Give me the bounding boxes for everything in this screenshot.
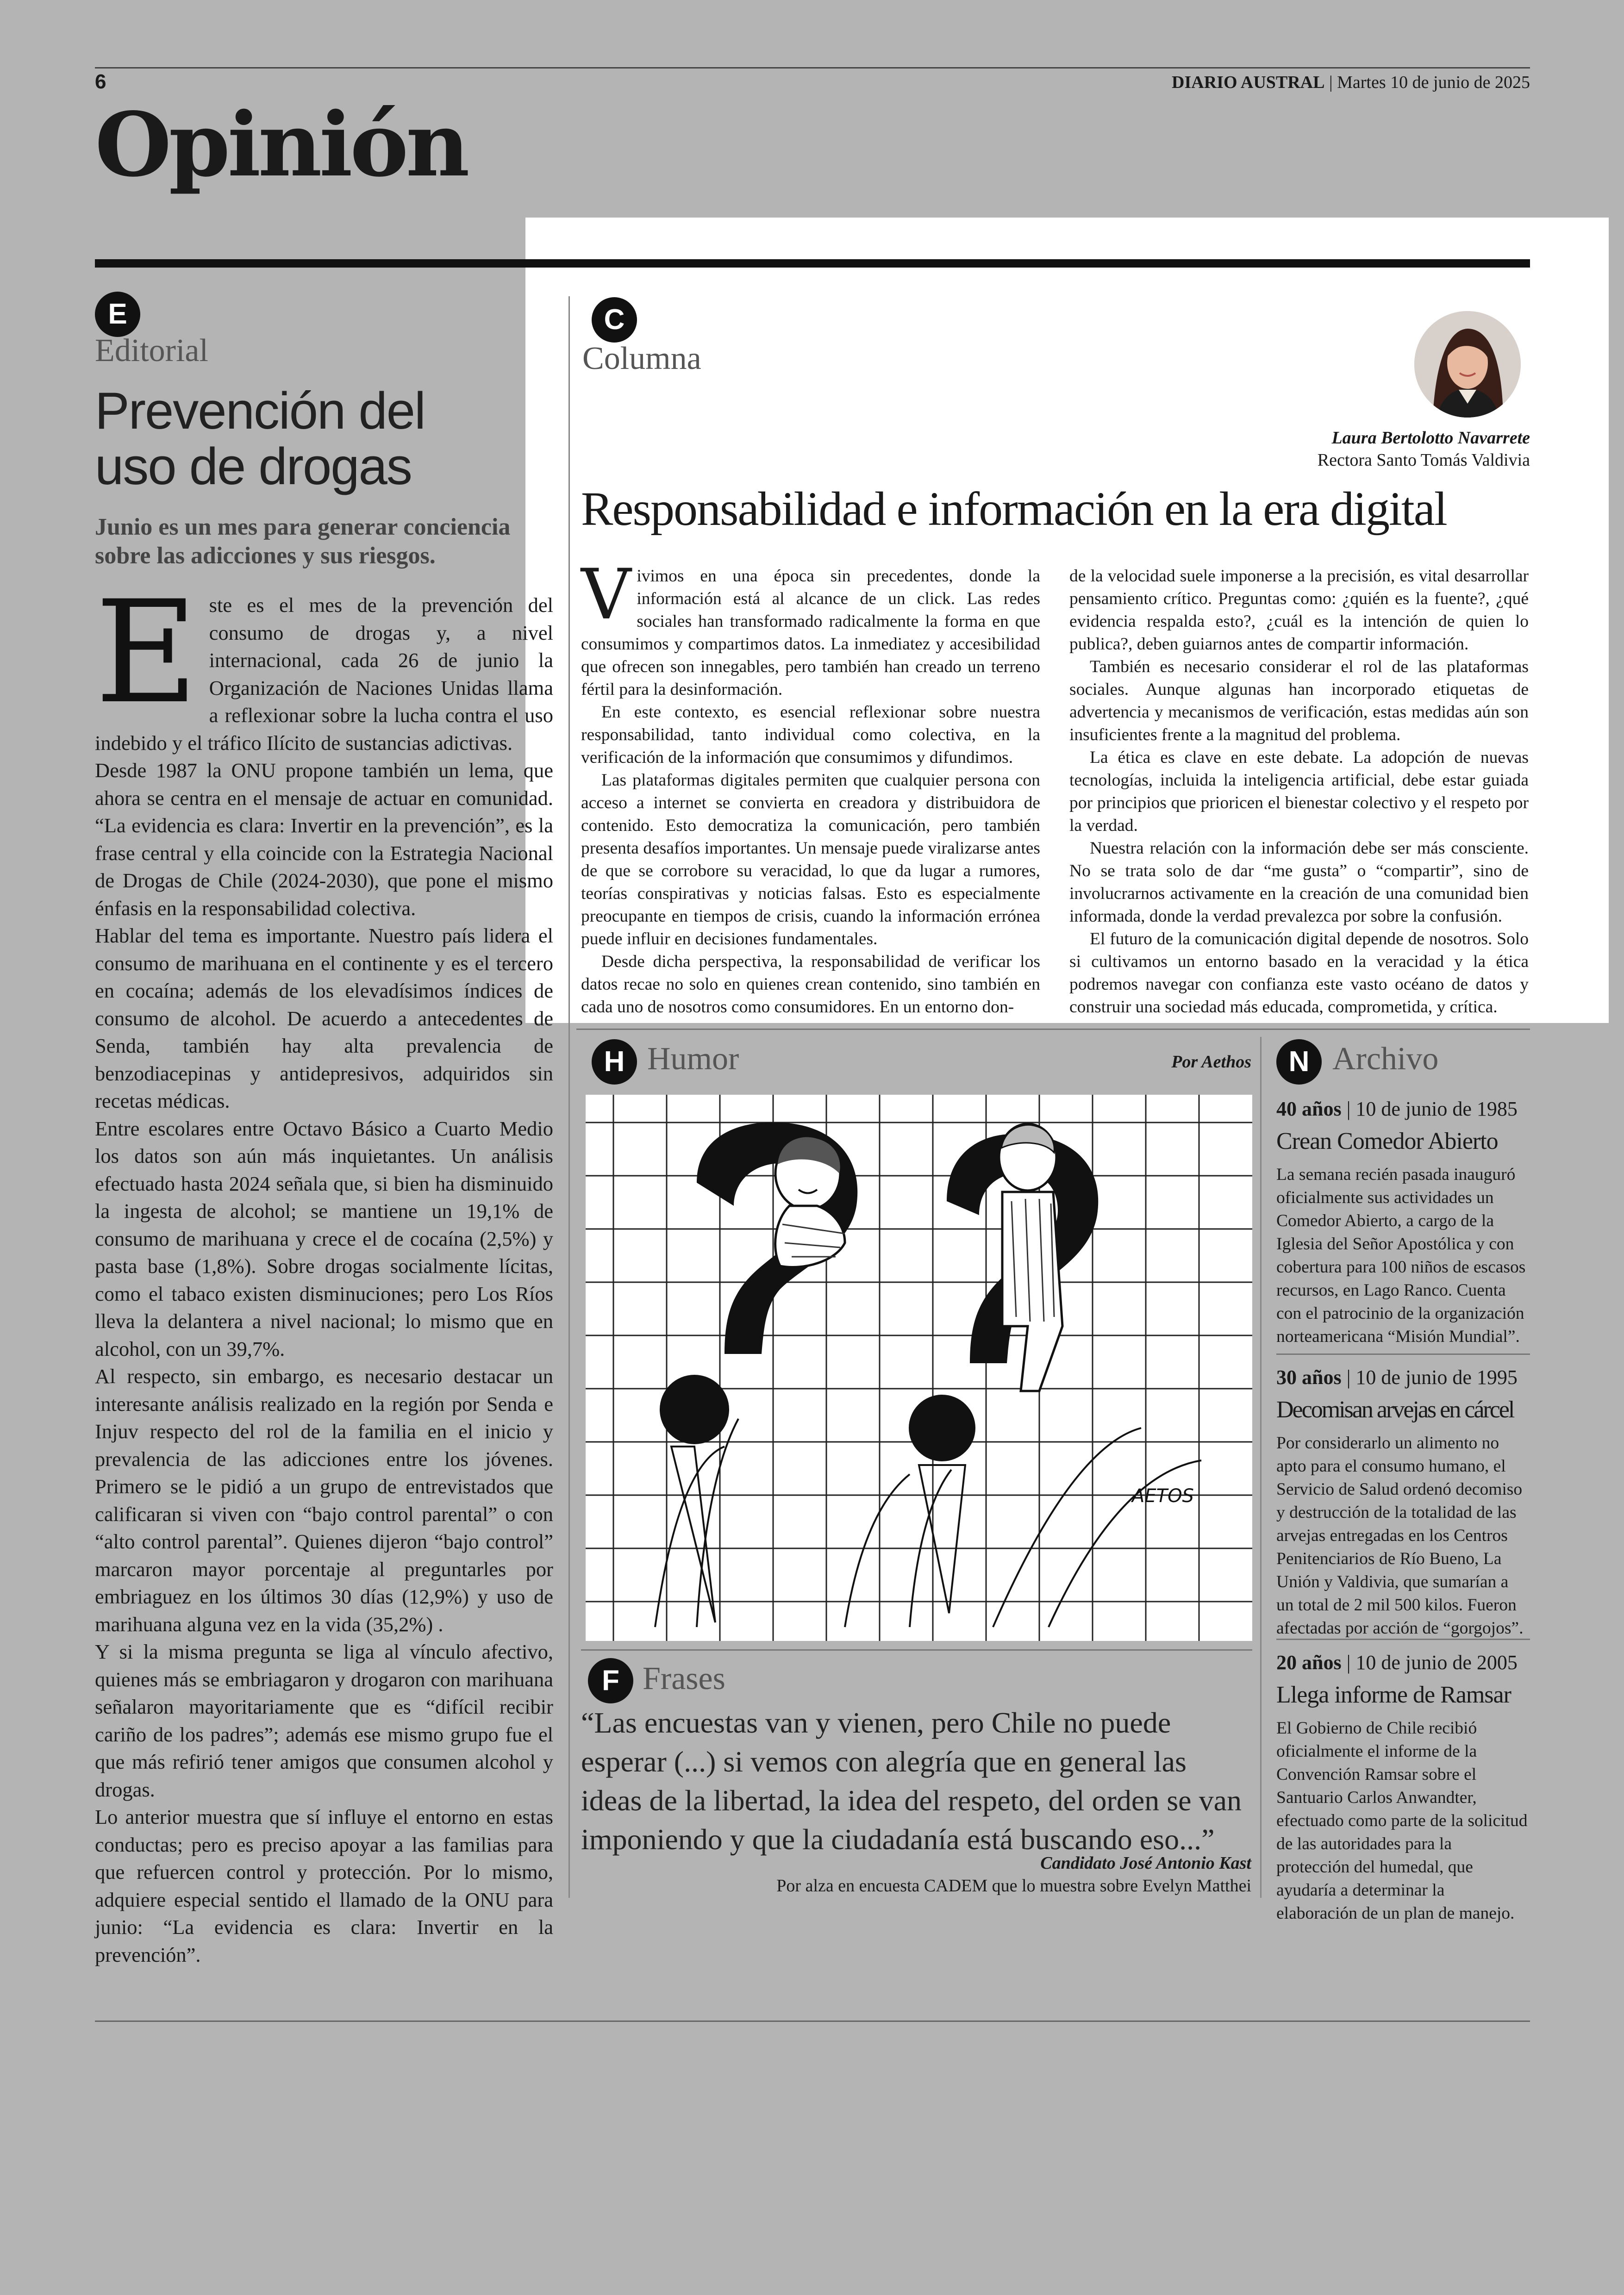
- humor-byline: Por Aethos: [1171, 1052, 1251, 1072]
- publication-name: DIARIO AUSTRAL: [1172, 73, 1325, 92]
- editorial-title-line2: uso de drogas: [95, 437, 412, 495]
- frases-quote: “Las encuestas van y vienen, pero Chile no puede esperar (...) si vemos con alegría que en general las ideas de la libertad, la idea del respeto, del orden se van imponiendo y que la ciudadanía está buscando eso...”: [581, 1706, 1242, 1856]
- editorial-paragraph: Este es el mes de la prevención del consumo de drogas y, a nivel internacional, cada 26 de junio la Organización de Naciones Unidas llama a reflexionar sobre la lucha contra el uso indebido y el tráfico Ilícito de sustancias adictivas.: [95, 570, 553, 755]
- editorial-dropcap: E: [95, 570, 198, 735]
- column-paragraph: Las plataformas digitales permiten que cualquier persona con acceso a internet se convierta en creadora y distribuidora de contenido. Esto democratiza la comunicación, pero también presenta desafíos importantes. Un mensaje puede viralizarse antes de que se corrobore su veracidad, lo que da lugar a rumores, teorías conspirativas y noticias falsas. Esto es especialmente preocupante en tiempos de crisis, cuando la información errónea puede influir en decisiones fundamentales.: [581, 771, 1040, 948]
- column-text-col1: [581, 555, 1040, 1018]
- frases-note: Por alza en encuesta CADEM que lo muestra sobre Evelyn Matthei: [776, 1876, 1251, 1896]
- frases-rule: [581, 1649, 1252, 1651]
- column-paragraph: La ética es clave en este debate. La adopción de nuevas tecnologías, incluida la inteligencia artificial, debe estar guiada por principios que prioricen el bienestar colectivo y el respeto por la verdad.: [1069, 748, 1529, 835]
- column-title: Responsabilidad e información en la era digital: [581, 482, 1447, 536]
- section-title: Opinión: [95, 93, 467, 196]
- archivo-entry-date: 40 años | 10 de junio de 1985: [1276, 1098, 1518, 1120]
- column-dropcap: V: [581, 555, 631, 635]
- archivo-entry-rule: [1276, 1639, 1530, 1640]
- archivo-entry-headline: Llega informe de Ramsar: [1276, 1682, 1511, 1708]
- frases-badge: F: [588, 1658, 633, 1703]
- archivo-divider: [1260, 1037, 1262, 1898]
- humor-badge: H: [592, 1039, 637, 1085]
- editorial-badge: E: [95, 292, 140, 337]
- column-paragraph: de la velocidad suele imponerse a la precisión, es vital desarrollar pensamiento crítico. Preguntas como: ¿quién es la fuente?, ¿qué evidencia respalda esto?, ¿cuál es la intención de quien lo publica?, deben guiarnos antes de compartir información.: [1069, 567, 1529, 654]
- cartoon-illustration-icon: [586, 1095, 1252, 1641]
- header-rule: [95, 67, 1530, 69]
- author-role: Rectora Santo Tomás Valdivia: [1317, 450, 1530, 470]
- column-badge: C: [592, 297, 637, 343]
- archivo-entry-body: Por considerarlo un alimento no apto para el consumo humano, el Servicio de Salud ordenó decomiso y destrucción de la totalidad de las arvejas entregadas en los Centros Penitenciarios de Río Bueno, La Unión y Valdivia, que sumarían a un total de 2 mil 500 kilos. Fueron afectadas por acción de “gorgojos”.: [1276, 1434, 1524, 1638]
- archivo-badge: N: [1276, 1039, 1322, 1085]
- publication-date: Martes 10 de junio de 2025: [1337, 73, 1530, 92]
- column-paragraph: También es necesario considerar el rol de las plataformas sociales. Aunque algunas han incorporado etiquetas de advertencia y mecanismos de verificación, estas medidas aún son insuficientes frente a la magnitud del problema.: [1069, 657, 1529, 744]
- editorial-body: [95, 570, 553, 1969]
- publication-info: DIARIO AUSTRAL | Martes 10 de junio de 2025: [1172, 73, 1530, 92]
- editorial-title-line1: Prevención del: [95, 382, 425, 440]
- footer-rule: [95, 2021, 1530, 2022]
- section-rule: [95, 259, 1530, 268]
- cartoon-signature: AETOS: [1132, 1485, 1194, 1507]
- editorial-divider: [568, 296, 570, 1898]
- editorial-kicker: Editorial: [95, 333, 208, 368]
- editorial-paragraph: Desde 1987 la ONU propone también un lema, que ahora se centra en el mensaje de actuar en comunidad. “La evidencia es clara: Invertir en la prevención”, es la frase central y ella coincide con la Estrategia Nacional de Drogas de Chile (2024-2030), que pone el mismo énfasis en la responsabilidad colectiva.: [95, 759, 553, 920]
- archivo-entry-date: 20 años | 10 de junio de 2005: [1276, 1651, 1518, 1674]
- column-paragraph: El futuro de la comunicación digital depende de nosotros. Solo si cultivamos un entorno basado en la veracidad y la ética podremos navegar con confianza este vasto océano de datos y construir una sociedad más educada, comprometida, y crítica.: [1069, 929, 1529, 1017]
- column-paragraph: Vivimos en una época sin precedentes, donde la información está al alcance de un click. Las redes sociales han transformado radicalmente la forma en que consumimos y compartimos datos. La inmediatez y accesibilidad que ofrecen son innegables, pero también han creado un terreno fértil para la desinformación.: [581, 555, 1040, 699]
- frases-kicker: Frases: [643, 1661, 725, 1696]
- author-portrait-icon: [1414, 311, 1521, 418]
- archivo-entry-date: 30 años | 10 de junio de 1995: [1276, 1366, 1518, 1389]
- archivo-entry-body: La semana recién pasada inauguró oficialmente sus actividades un Comedor Abierto, a cargo de la Iglesia del Señor Apostólica y con cobertura para 100 niños de escasos recursos, en Lago Ranco. Cuenta con el patrocinio de la organización norteamericana “Misión Mundial”.: [1276, 1165, 1526, 1346]
- author-name: Laura Bertolotto Navarrete: [1331, 428, 1530, 448]
- editorial-paragraph: Lo anterior muestra que sí influye el entorno en estas conductas; pero es preciso apoyar a las familias para que refuercen control y protección. Por lo mismo, adquiere especial sentido el llamado de la ONU para junio: “La evidencia es clara: Invertir en la prevención”.: [95, 1805, 553, 1966]
- archivo-entry-headline: Decomisan arvejas en cárcel: [1276, 1397, 1514, 1423]
- column-paragraph: Nuestra relación con la información debe ser más consciente. No se trata solo de dar “me gusta” o “compartir”, sino de involucrarnos activamente en la creación de una comunidad bien informada, donde la verdad prevalezca por sobre la confusión.: [1069, 839, 1529, 926]
- archivo-entry-headline: Crean Comedor Abierto: [1276, 1128, 1498, 1154]
- archivo-kicker: Archivo: [1332, 1041, 1439, 1077]
- editorial-subtitle: Junio es un mes para generar conciencia sobre las adicciones y sus riesgos.: [95, 514, 511, 569]
- column-kicker: Columna: [582, 341, 701, 376]
- archivo-entry-body: El Gobierno de Chile recibió oficialmente el informe de la Convención Ramsar sobre el Santuario Carlos Anwandter, efectuado como parte de la solicitud de las autoridades para la protección del humedal, que ayudaría a determinar la elaboración de un plan de manejo.: [1276, 1719, 1528, 1923]
- editorial-paragraph: Hablar del tema es importante. Nuestro país lidera el consumo de marihuana en el continente y es el tercero en cocaína; además de los elevadísimos índices de consumo de alcohol. De acuerdo a antecedentes de Senda, también hay alta prevalencia de benzodiacepinas y antidepresivos, adquiridos sin recetas médicas.: [95, 924, 553, 1112]
- archivo-entry-rule: [1276, 1353, 1530, 1355]
- humor-rule: [576, 1029, 1530, 1030]
- frases-author: Candidato José Antonio Kast: [1040, 1853, 1251, 1873]
- page-number: 6: [95, 70, 106, 93]
- editorial-paragraph: Entre escolares entre Octavo Básico a Cuarto Medio los datos son aún más inquietantes. Un análisis efectuado hasta 2024 señala que, si bien ha disminuido la ingesta de alcohol; se mantiene un 19,1% de consumo de marihuana y crece el de cocaína (2,5%) y pasta base (1,8%). Sobre drogas socialmente lícitas, como el tabaco existen disminuciones; pero Los Ríos lleva la delantera a nivel nacional; lo mismo que en alcohol, con un 39,7%.: [95, 1116, 553, 1360]
- column-text-col2: [1069, 565, 1529, 1018]
- editorial-title: [95, 383, 558, 494]
- author-photo: [1414, 311, 1521, 418]
- column-paragraph: Desde dicha perspectiva, la responsabilidad de verificar los datos recae no solo en quienes crean contenido, sino también en cada uno de nosotros como consumidores. En un entorno don-: [581, 952, 1040, 1017]
- humor-cartoon: [586, 1095, 1252, 1641]
- humor-kicker: Humor: [647, 1041, 739, 1077]
- editorial-paragraph: Y si la misma pregunta se liga al vínculo afectivo, quienes más se embriagaron y drogaron con marihuana señalaron mayoritariamente que es “difícil recibir cariño de los padres”; además ese mismo grupo fue el que más refirió tener amigos que consumen alcohol y drogas.: [95, 1640, 553, 1801]
- column-paragraph: En este contexto, es esencial reflexionar sobre nuestra responsabilidad, tanto individual como colectiva, en la verificación de la información que consumimos y difundimos.: [581, 703, 1040, 767]
- editorial-paragraph: Al respecto, sin embargo, es necesario destacar un interesante análisis realizado en la región por Senda e Injuv respecto del rol de la familia en el inicio y prevalencia de las adicciones entre los jóvenes. Primero se le pidió a un grupo de entrevistados que calificaran si viven con “bajo control parental” o con “alto control parental”. Quienes dijeron “bajo control” marcaron mayor porcentaje al preguntarles por embriaguez en los últimos 30 días (12,9%) y uso de marihuana alguna vez en la vida (35,2%) .: [95, 1365, 553, 1636]
